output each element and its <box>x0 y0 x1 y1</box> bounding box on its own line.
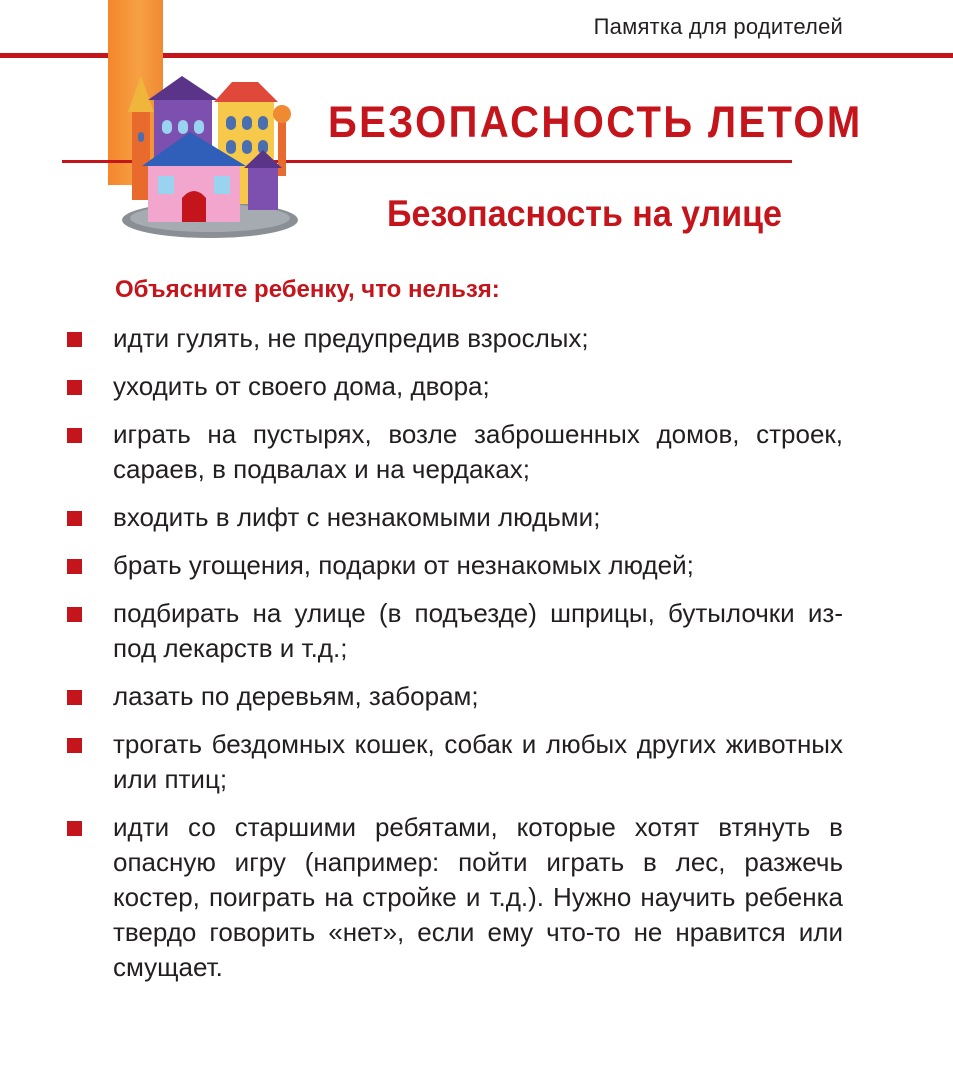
list-item-text: уходить от своего дома, двора; <box>113 371 490 401</box>
list-item <box>0 727 953 797</box>
list-item-text: трогать бездомных кошек, собак и любых других животных или птиц; <box>113 729 843 794</box>
list-item-text: брать угощения, подарки от незнакомых людей; <box>113 550 694 580</box>
intro-heading: Объясните ребенку, что нельзя: <box>115 276 500 303</box>
list-item <box>0 679 953 714</box>
list-item-text: идти со старшими ребятами, которые хотят втянуть в опасную игру (например: пойти играть в лес, разжечь костер, поиграть на стройке и т.д.). Нужно научить ребенка твердо говорить «нет», если ему что-то не нравится или смущает. <box>113 812 843 982</box>
list-item <box>0 810 953 985</box>
main-title: БЕЗОПАСНОСТЬ ЛЕТОМ <box>328 98 863 148</box>
list-item <box>0 596 953 666</box>
list-item <box>0 369 953 404</box>
list-item <box>0 417 953 487</box>
square-bullet-icon <box>67 821 82 836</box>
rules-list <box>0 321 953 998</box>
square-bullet-icon <box>67 607 82 622</box>
square-bullet-icon <box>67 428 82 443</box>
houses-illustration <box>118 70 308 242</box>
header-label: Памятка для родителей <box>593 14 843 39</box>
subtitle: Безопасность на улице <box>387 193 782 235</box>
square-bullet-icon <box>67 332 82 347</box>
square-bullet-icon <box>67 559 82 574</box>
list-item-text: играть на пустырях, возле заброшенных домов, строек, сараев, в подвалах и на чердаках; <box>113 419 843 484</box>
list-item-text: входить в лифт с незнакомыми людьми; <box>113 502 601 532</box>
square-bullet-icon <box>67 511 82 526</box>
list-item <box>0 321 953 356</box>
list-item-text: лазать по деревьям, заборам; <box>113 681 479 711</box>
square-bullet-icon <box>67 690 82 705</box>
square-bullet-icon <box>67 738 82 753</box>
list-item-text: подбирать на улице (в подъезде) шприцы, бутылочки из-под лекарств и т.д.; <box>113 598 843 663</box>
square-bullet-icon <box>67 380 82 395</box>
list-item <box>0 548 953 583</box>
list-item-text: идти гулять, не предупредив взрослых; <box>113 323 589 353</box>
list-item <box>0 500 953 535</box>
